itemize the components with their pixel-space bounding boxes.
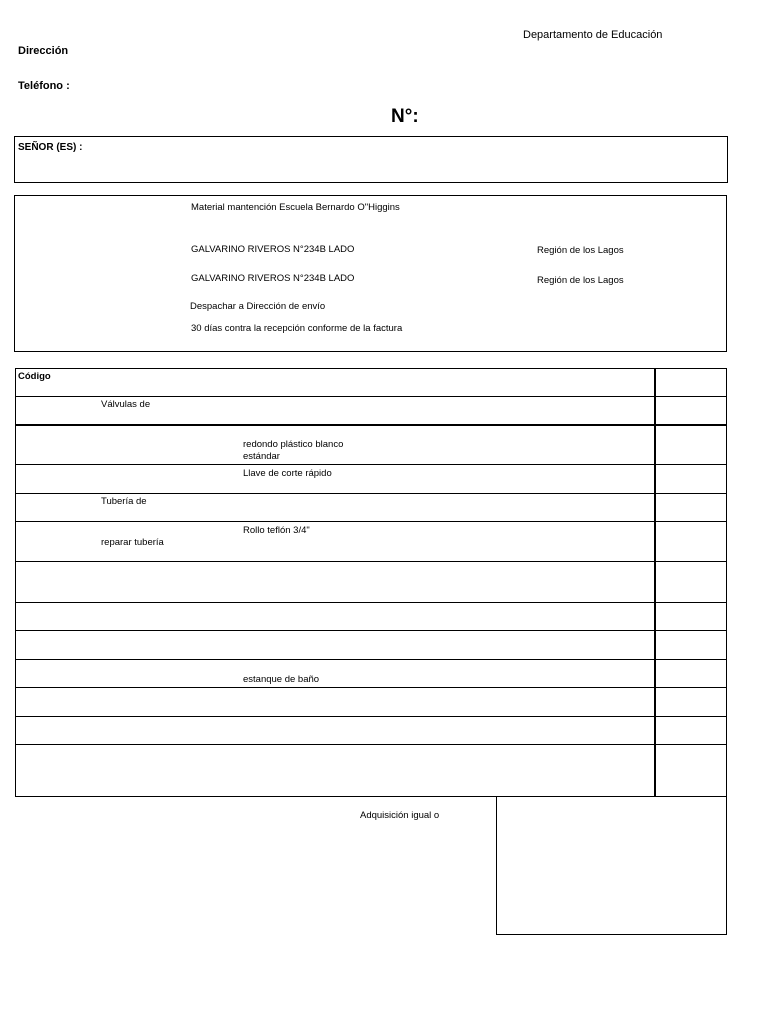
address-line-1: GALVARINO RIVEROS N°234B LADO xyxy=(191,244,355,255)
recipient-box xyxy=(14,136,728,183)
department-name: Departamento de Educación xyxy=(523,29,663,41)
table-cell: reparar tubería xyxy=(101,537,164,548)
address-line-2: GALVARINO RIVEROS N°234B LADO xyxy=(191,273,355,284)
table-cell: Rollo teflón 3/4" xyxy=(243,525,310,536)
items-table-border xyxy=(15,368,727,797)
table-cell: redondo plástico blanco xyxy=(243,439,344,450)
table-header-code: Código xyxy=(18,371,51,382)
material-text: Material mantención Escuela Bernardo O"Higgins xyxy=(191,202,400,213)
row-line xyxy=(15,630,727,631)
row-line xyxy=(15,493,727,494)
table-cell: estándar xyxy=(243,451,280,462)
table-cell: Válvulas de xyxy=(101,399,151,410)
direccion-label: Dirección xyxy=(18,45,69,57)
row-line xyxy=(15,521,727,522)
row-line xyxy=(15,716,727,717)
row-line xyxy=(15,424,727,426)
row-line xyxy=(15,659,727,660)
row-line xyxy=(15,561,727,562)
dispatch-text: Despachar a Dirección de envío xyxy=(190,301,326,312)
region-2: Región de los Lagos xyxy=(537,275,624,286)
footer-note: Adquisición igual o xyxy=(360,810,440,821)
telefono-label: Teléfono : xyxy=(18,80,70,92)
row-line xyxy=(15,744,727,745)
row-line xyxy=(15,687,727,688)
table-cell: estanque de baño xyxy=(243,674,320,685)
table-cell: Llave de corte rápido xyxy=(243,468,332,479)
order-number-label: N°: xyxy=(391,106,419,127)
table-cell: Tubería de xyxy=(101,496,147,507)
payment-terms: 30 días contra la recepción conforme de la factura xyxy=(191,323,403,334)
row-line xyxy=(15,396,727,397)
row-line xyxy=(15,464,727,465)
details-box xyxy=(14,195,727,352)
row-line xyxy=(15,602,727,603)
senor-label: SEÑOR (ES) : xyxy=(18,142,83,153)
signature-box xyxy=(496,796,727,935)
items-column-divider xyxy=(654,368,656,797)
region-1: Región de los Lagos xyxy=(537,245,624,256)
